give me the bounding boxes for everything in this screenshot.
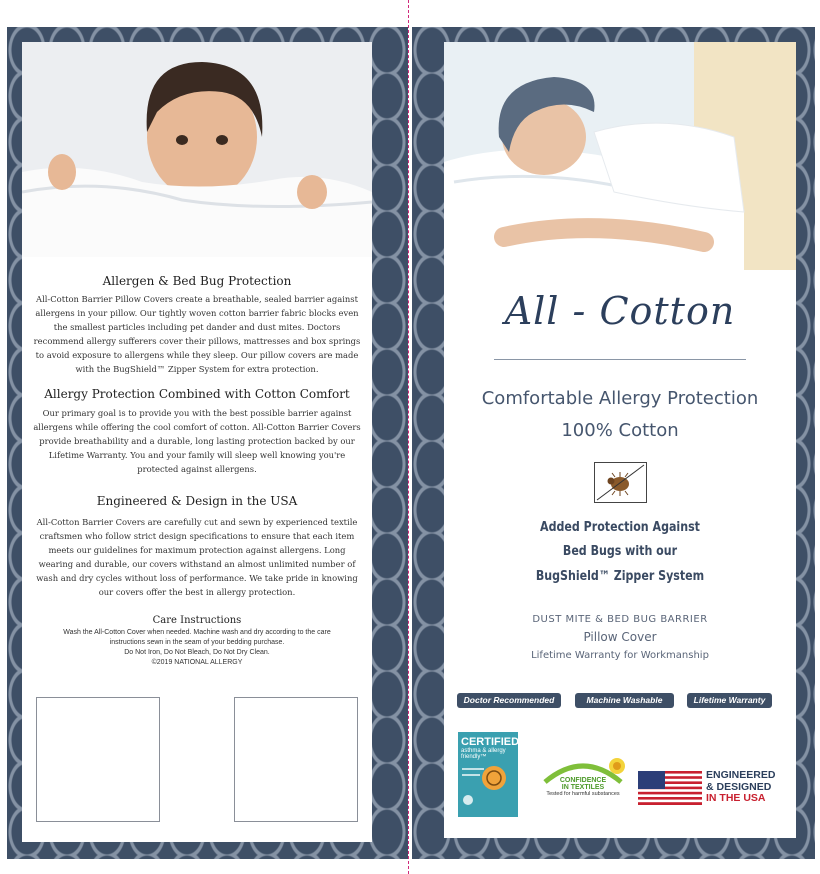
oeko-line-2: IN TEXTILES <box>561 784 605 791</box>
left-info-card <box>22 42 372 842</box>
brand-wordmark: All - Cotton <box>504 289 736 333</box>
woman-photo-illustration <box>444 42 796 270</box>
headline-comfortable: Comfortable Allergy Protection <box>481 388 759 409</box>
barrier-label: DUST MITE & BED BUG BARRIER <box>532 614 708 625</box>
pill-doctor-recommended: Doctor Recommended <box>457 693 561 708</box>
fold-line <box>408 0 409 874</box>
cert-seal-icon <box>458 760 518 810</box>
blank-label-box-right <box>234 697 358 822</box>
usa-line-3: IN THE USA <box>706 792 766 804</box>
bugshield-line-2: Bed Bugs with our <box>562 544 678 559</box>
section-body-allergen: All-Cotton Barrier Pillow Covers create a breathable, sealed barrier against allergens in your pillow. Our tightly woven cotton barrier fabric blocks even the smallest particles including pet dander and dust mites. Doctors recommend allergy sufferers cover their pillows, mattresses and box springs to avoid exposure to allergens while they sleep. Our pillow covers are made with the BugShield™ Zipper System for extra protection. <box>33 294 361 374</box>
oeko-tex-badge <box>539 754 627 812</box>
usa-line-1: ENGINEERED <box>706 769 776 781</box>
care-line-1: Wash the All-Cotton Cover when needed. Machine wash and dry according to the care <box>63 629 331 636</box>
bugshield-line-3: BugShield™ Zipper System <box>535 569 705 584</box>
oeko-line-1: CONFIDENCE <box>559 777 607 784</box>
headline-cotton: 100% Cotton <box>561 420 679 441</box>
cert-sub-2: friendly™ <box>461 754 487 760</box>
blank-label-box-left <box>36 697 160 822</box>
product-name: Pillow Cover <box>583 630 657 644</box>
sleeping-woman-photo <box>444 42 796 270</box>
oeko-line-3: Tested for harmful substances <box>546 791 620 797</box>
certified-asthma-allergy-badge <box>458 732 518 817</box>
right-product-card <box>444 42 796 838</box>
section-title-usa: Engineered & Design in the USA <box>96 494 298 508</box>
care-instructions-title: Care Instructions <box>152 615 242 626</box>
child-photo-illustration <box>22 42 372 257</box>
section-title-comfort: Allergy Protection Combined with Cotton Comfort <box>44 387 350 401</box>
cert-title: CERTIFIED <box>461 736 520 748</box>
brand-underline <box>494 359 746 360</box>
warranty-text: Lifetime Warranty for Workmanship <box>531 650 709 661</box>
section-body-comfort: Our primary goal is to provide you with the best possible barrier against allergens while offering the cool comfort of cotton. All-Cotton Barrier Covers provide breathability and a durable, long lasting protection backed by our Lifetime Warranty. You and your family will sleep well knowing you're protected against allergens. <box>33 408 361 474</box>
no-bed-bug-icon <box>594 462 647 503</box>
care-line-3: Do Not Iron, Do Not Bleach, Do Not Dry Clean. <box>124 649 270 656</box>
child-under-sheet-photo <box>22 42 372 257</box>
care-line-2: instructions sewn in the seam of your bedding purchase. <box>109 639 285 646</box>
us-flag-icon <box>638 771 702 805</box>
cert-sub-1: asthma & allergy <box>461 748 506 754</box>
care-instructions-body <box>42 628 352 668</box>
pill-machine-washable: Machine Washable <box>575 693 674 708</box>
usa-line-2: & DESIGNED <box>706 780 772 793</box>
care-line-4: ©2019 NATIONAL ALLERGY <box>151 659 243 666</box>
bugshield-line-1: Added Protection Against <box>540 520 700 535</box>
section-title-allergen: Allergen & Bed Bug Protection <box>102 274 292 288</box>
section-body-usa: All-Cotton Barrier Covers are carefully cut and sewn by experienced textile craftsmen who follow strict design specifications to ensure that each item meets our guidelines for maximum protection against allergens. Long wearing and durable, our covers withstand an almost unlimited number of wash and dry cycles without loss of performance. We take pride in knowing our covers offer the best in allergy protection. <box>36 517 358 597</box>
pill-lifetime-warranty: Lifetime Warranty <box>687 693 772 708</box>
engineered-designed-usa <box>706 770 786 805</box>
